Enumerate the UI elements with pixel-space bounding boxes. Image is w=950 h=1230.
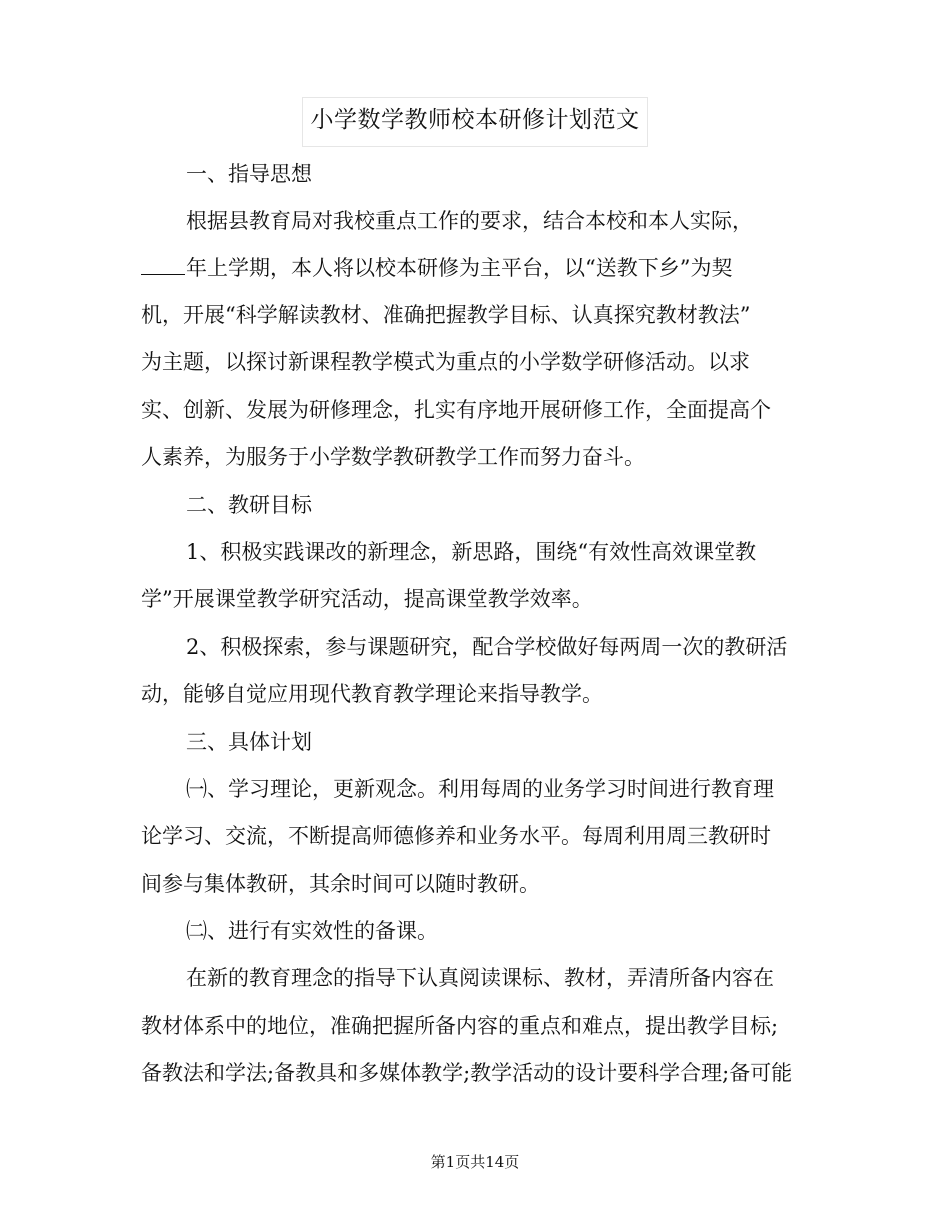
paragraph-line: 间参与集体教研，其余时间可以随时教研。 xyxy=(141,872,540,896)
paragraph-line: 机，开展“科学解读教材、准确把握教学目标、认真探究教材教法” xyxy=(141,303,751,327)
paragraph-line: 2、积极探索，参与课题研究，配合学校做好每两周一次的教研活 xyxy=(186,635,788,659)
paragraph-line: 备教法和学法;备教具和多媒体教学;教学活动的设计要科学合理;备可能 xyxy=(141,1061,793,1085)
paragraph-line: 实、创新、发展为研修理念，扎实有序地开展研修工作，全面提高个 xyxy=(141,398,771,422)
paragraph-line-text: 年上学期，本人将以校本研修为主平台，以“送教下乡”为契 xyxy=(186,256,733,280)
paragraph-line: 人素养，为服务于小学数学教研教学工作而努力奋斗。 xyxy=(141,445,645,469)
paragraph-line: 在新的教育理念的指导下认真阅读课标、教材，弄清所备内容在 xyxy=(186,966,774,990)
blank-underline xyxy=(141,254,185,275)
paragraph-line: 论学习、交流，不断提高师德修养和业务水平。每周利用周三教研时 xyxy=(141,824,771,848)
page-number: 第1页共14页 xyxy=(430,1153,520,1171)
paragraph-line: 动，能够自觉应用现代教育教学理论来指导教学。 xyxy=(141,682,603,706)
paragraph-line: 教材体系中的地位，准确把握所备内容的重点和难点，提出教学目标; xyxy=(141,1014,779,1038)
paragraph-line: ㈠、学习理论，更新观念。利用每周的业务学习时间进行教育理 xyxy=(186,777,774,801)
paragraph-line: 学”开展课堂教学研究活动，提高课堂教学效率。 xyxy=(141,587,593,611)
page-title: 小学数学教师校本研修计划范文 xyxy=(310,107,640,133)
paragraph-line xyxy=(141,253,732,283)
section-heading-2: 二、教研目标 xyxy=(186,493,312,517)
section-heading-1: 一、指导思想 xyxy=(186,162,312,186)
paragraph-line: 1、积极实践课改的新理念，新思路，围绕“有效性高效课堂教 xyxy=(186,540,757,564)
paragraph-line: ㈡、进行有实效性的备课。 xyxy=(186,919,438,943)
section-heading-3: 三、具体计划 xyxy=(186,730,312,754)
paragraph-line: 根据县教育局对我校重点工作的要求，结合本校和本人实际， xyxy=(186,209,753,233)
paragraph-line: 为主题，以探讨新课程教学模式为重点的小学数学研修活动。以求 xyxy=(141,350,750,374)
